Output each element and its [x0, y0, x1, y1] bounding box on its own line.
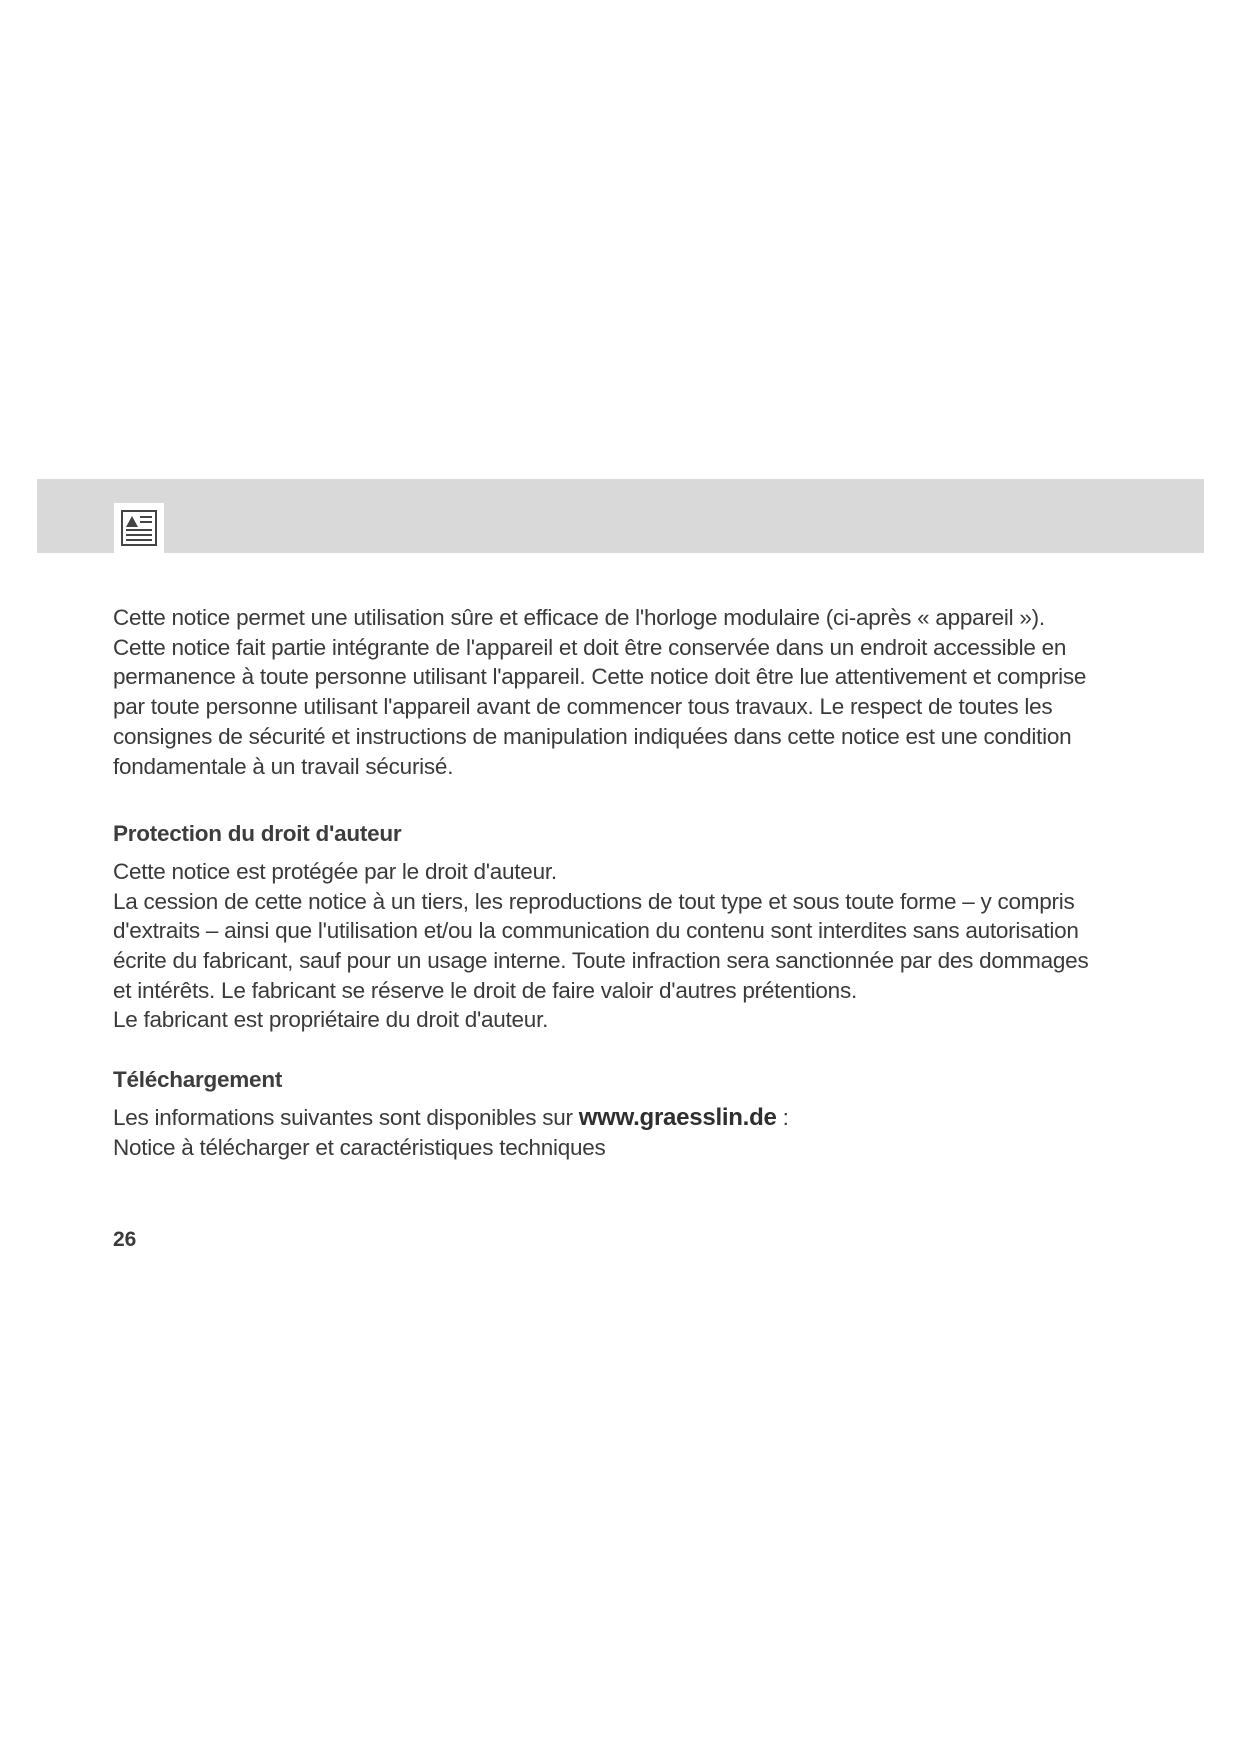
intro-line: par toute personne utilisant l'appareil avant de commencer tous travaux. Le respect de toutes les [113, 694, 1053, 720]
download-paragraph [113, 1103, 1113, 1162]
website-link[interactable]: www.graesslin.de [578, 1103, 777, 1131]
intro-line: permanence à toute personne utilisant l'appareil. Cette notice doit être lue attentivement et comprise [113, 664, 1087, 690]
intro-line: Cette notice permet une utilisation sûre et efficace de l'horloge modulaire (ci-après « appareil »). [113, 605, 1045, 630]
copyright-paragraph [113, 857, 1113, 1035]
download-heading: Téléchargement [113, 1067, 283, 1093]
copyright-line: La cession de cette notice à un tiers, les reproductions de tout type et sous toute forme – y compris [113, 888, 1075, 914]
copyright-line: écrite du fabricant, sauf pour un usage interne. Toute infraction sera sanctionnée par des dommages [113, 948, 1089, 974]
document-content [113, 603, 1113, 1192]
download-section [113, 1065, 1113, 1162]
download-line: Notice à télécharger et caractéristiques techniques [113, 1134, 606, 1160]
intro-paragraph [113, 603, 1113, 781]
copyright-heading: Protection du droit d'auteur [113, 821, 402, 847]
copyright-section [113, 819, 1113, 1035]
document-notice-icon [112, 501, 166, 557]
intro-line: consignes de sécurité et instructions de manipulation indiquées dans cette notice est une condition [113, 723, 1072, 749]
download-line-suffix: : [776, 1104, 789, 1130]
intro-line: fondamentale à un travail sécurisé. [113, 753, 454, 779]
intro-line: Cette notice fait partie intégrante de l'appareil et doit être conservée dans un endroit accessible en [113, 634, 1067, 660]
page-number: 26 [113, 1228, 137, 1251]
copyright-line: Cette notice est protégée par le droit d'auteur. [113, 858, 557, 884]
copyright-line: et intérêts. Le fabricant se réserve le droit de faire valoir d'autres prétentions. [113, 977, 857, 1003]
copyright-line: Le fabricant est propriétaire du droit d'auteur. [113, 1007, 549, 1033]
header-band [37, 479, 1204, 553]
copyright-line: d'extraits – ainsi que l'utilisation et/ou la communication du contenu sont interdites sans autorisation [113, 918, 1079, 944]
download-line-prefix: Les informations suivantes sont disponibles sur [113, 1104, 579, 1130]
